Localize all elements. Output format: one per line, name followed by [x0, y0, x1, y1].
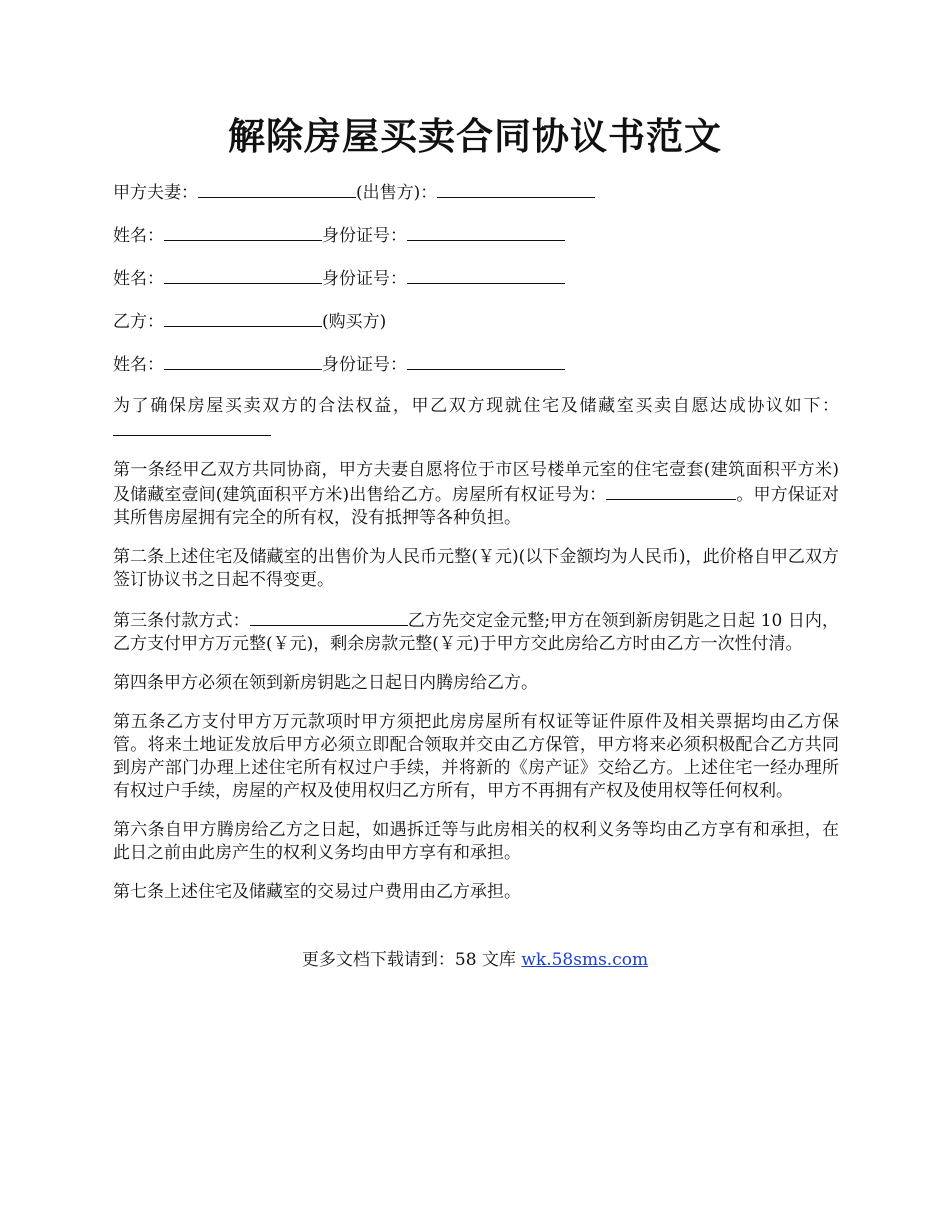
party-a-couple-line [113, 180, 839, 205]
intro-text: 为了确保房屋买卖双方的合法权益，甲乙双方现就住宅及储藏室买卖自愿达成协议如下： [113, 396, 839, 416]
party-b-line [113, 309, 839, 334]
intro-paragraph [113, 395, 839, 443]
article-5: 第五条乙方支付甲方万元款项时甲方须把此房房屋所有权证等证件原件及相关票据均由乙方保管。将来土地证发放后甲方必须立即配合领取并交由乙方保管，甲方将来必须积极配合乙方共同到房产部门办理上述住宅所有权过户手续，并将新的《房产证》交给乙方。上述住宅一经办理所有权过户手续，房屋的产权及使用权归乙方所有，甲方不再拥有产权及使用权等任何权利。 [113, 712, 839, 801]
name-blank[interactable] [164, 266, 322, 284]
party-b-name-blank[interactable] [164, 309, 322, 327]
name-label: 姓名： [113, 355, 164, 375]
party-b-label: 乙方： [113, 312, 164, 332]
party-a-person2-line [113, 266, 839, 291]
party-a-person1-line [113, 223, 839, 248]
article-4: 第四条甲方必须在领到新房钥匙之日起日内腾房给乙方。 [113, 673, 538, 693]
footer [0, 948, 950, 972]
article-3-text-b: 乙方先交定金元整;甲方在领到新房钥匙之日起 10 日内，乙方支付甲方万元整(￥元)，剩余房款元整(￥元)于甲方交此房给乙方时由乙方一次性付清。 [113, 611, 840, 654]
id-number-label: 身份证号： [322, 355, 407, 375]
buyer-label: (购买方) [322, 312, 387, 332]
name-label: 姓名： [113, 269, 164, 289]
party-a-label: 甲方夫妻： [113, 183, 198, 203]
intro-blank[interactable] [113, 418, 271, 436]
document-title: 解除房屋买卖合同协议书范文 [228, 114, 722, 158]
footer-text: 更多文档下载请到：58 文库 [301, 950, 522, 970]
party-b-person-line [113, 352, 839, 377]
id-number-blank[interactable] [407, 352, 565, 370]
document-body [113, 180, 839, 920]
id-number-label: 身份证号： [322, 269, 407, 289]
id-number-label: 身份证号： [322, 226, 407, 246]
payment-method-blank[interactable] [250, 608, 408, 626]
seller-blank[interactable] [437, 180, 595, 198]
article-1-text-a: 第一条经甲乙双方共同协商，甲方夫妻自愿将位于市区号楼单元室的住宅壹套(建筑面积平方米)及储藏室壹间(建筑面积平方米)出售给乙方。房屋所有权证号为： [113, 460, 839, 505]
party-a-name-blank[interactable] [198, 180, 356, 198]
article-2: 第二条上述住宅及储藏室的出售价为人民币元整(￥元)(以下金额均为人民币)，此价格自甲乙双方签订协议书之日起不得变更。 [113, 547, 839, 590]
seller-label: (出售方)： [356, 183, 438, 203]
article-6: 第六条自甲方腾房给乙方之日起，如遇拆迁等与此房相关的权利义务等均由乙方享有和承担，在此日之前由此房产生的权利义务均由甲方享有和承担。 [113, 820, 839, 863]
name-label: 姓名： [113, 226, 164, 246]
name-blank[interactable] [164, 352, 322, 370]
article-1-text-b: 。甲方保证对其所售房屋拥有完全的所有权，没有抵押等各种负担。 [113, 485, 840, 528]
name-blank[interactable] [164, 223, 322, 241]
footer-link[interactable]: wk.58sms.com [521, 950, 649, 970]
article-1 [113, 459, 839, 530]
article-3 [113, 608, 839, 656]
id-number-blank[interactable] [407, 223, 565, 241]
id-number-blank[interactable] [407, 266, 565, 284]
certificate-number-blank[interactable] [606, 482, 736, 500]
article-7: 第七条上述住宅及储藏室的交易过户费用由乙方承担。 [113, 882, 521, 902]
article-3-text-a: 第三条付款方式： [113, 611, 250, 631]
